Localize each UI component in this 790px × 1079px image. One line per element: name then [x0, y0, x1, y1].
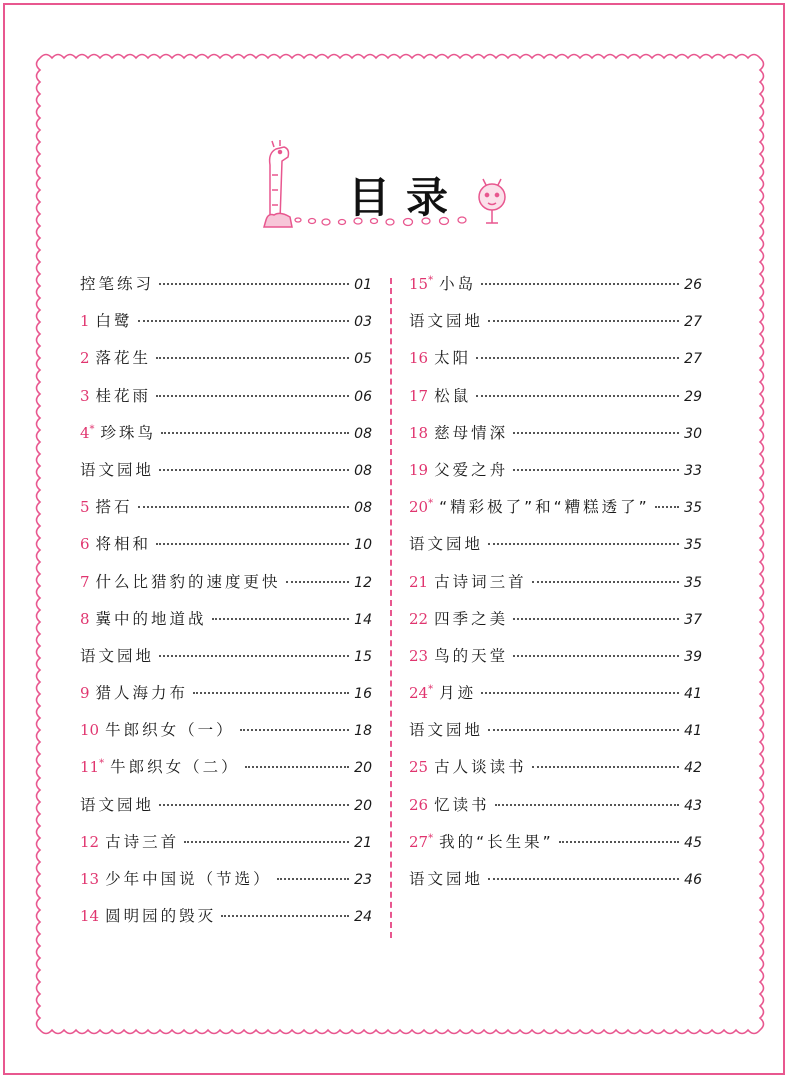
entry-title: 忆读书 [434, 795, 490, 814]
lesson-number: 10 [80, 721, 100, 740]
lesson-number: 6 [80, 535, 90, 554]
leader-dots [481, 692, 679, 694]
page-number: 24 [354, 909, 372, 926]
entry-title: 猎人海力布 [95, 684, 189, 703]
toc-entry[interactable] [80, 644, 372, 681]
self-study-mark: * [428, 498, 434, 510]
toc-entry[interactable] [409, 867, 702, 904]
self-study-mark: * [99, 758, 105, 770]
entry-title: 太阳 [434, 349, 472, 368]
page-number: 39 [684, 648, 702, 665]
page-number: 05 [354, 351, 372, 368]
entry-title: 慈母情深 [434, 423, 509, 442]
entry-title: 语文园地 [80, 795, 155, 814]
self-study-mark: * [428, 832, 434, 844]
lesson-number: 20* [409, 498, 434, 517]
entry-title: 语文园地 [80, 646, 155, 665]
leader-dots [156, 395, 349, 397]
leader-dots [221, 915, 349, 917]
giraffe-icon [264, 140, 292, 227]
entry-title: 语文园地 [409, 312, 484, 331]
lesson-number: 16 [409, 349, 429, 368]
lesson-number: 9 [80, 684, 90, 703]
leader-dots [513, 655, 679, 657]
lesson-number: 18 [409, 423, 429, 442]
page-number: 27 [684, 351, 702, 368]
page-number: 37 [684, 611, 702, 628]
toc-entry[interactable] [409, 272, 702, 309]
entry-title: 我的“长生果” [439, 832, 554, 851]
entry-title: 月迹 [439, 684, 477, 703]
entry-title: 古诗三首 [105, 832, 180, 851]
toc-entry[interactable] [80, 272, 372, 309]
column-divider [390, 278, 392, 938]
toc-entry[interactable] [409, 755, 702, 792]
leader-dots [513, 618, 679, 620]
title-area [250, 135, 550, 235]
self-study-mark: * [428, 684, 434, 696]
page-title: 目录 [348, 173, 465, 222]
toc-entry[interactable] [409, 495, 702, 532]
entry-title: 父爱之舟 [434, 460, 509, 479]
page-number: 06 [354, 388, 372, 405]
page-number: 35 [684, 500, 702, 517]
toc-entry[interactable] [80, 755, 372, 792]
lesson-number: 25 [409, 758, 429, 777]
toc-entry[interactable] [80, 421, 372, 458]
leader-dots [277, 878, 349, 880]
leader-dots [488, 729, 679, 731]
leader-dots [159, 283, 349, 285]
leader-dots [138, 320, 349, 322]
entry-title: 珍珠鸟 [100, 423, 157, 442]
leader-dots [184, 841, 349, 843]
page-number: 26 [684, 277, 702, 293]
page-number: 01 [354, 277, 372, 293]
page-number: 20 [354, 760, 372, 777]
page-number: 41 [684, 686, 702, 703]
leader-dots [559, 841, 679, 843]
toc-entry[interactable] [409, 644, 702, 681]
lesson-number: 8 [80, 609, 90, 628]
leader-dots [240, 729, 349, 731]
lesson-number: 4* [80, 423, 95, 442]
leader-dots [159, 655, 349, 657]
leader-dots [488, 878, 679, 880]
page-number: 35 [684, 537, 702, 554]
leader-dots [476, 395, 679, 397]
entry-title: 冀中的地道战 [95, 609, 207, 628]
lesson-number: 21 [409, 572, 429, 591]
entry-title: 语文园地 [409, 535, 484, 554]
page-number: 20 [354, 797, 372, 814]
toc-entry[interactable] [409, 421, 702, 458]
self-study-mark: * [428, 275, 434, 286]
page-number: 27 [684, 314, 702, 331]
entry-title: 小岛 [439, 275, 477, 293]
entry-title: “精彩极了”和“糟糕透了” [439, 498, 650, 517]
entry-title: 牛郎织女（一） [105, 721, 235, 740]
entry-title: 松鼠 [434, 386, 472, 405]
leader-dots [488, 543, 679, 545]
leader-dots [159, 469, 349, 471]
lesson-number: 2 [80, 349, 90, 368]
entry-title: 鸟的天堂 [434, 646, 509, 665]
page-number: 12 [354, 574, 372, 591]
lesson-number: 22 [409, 609, 429, 628]
entry-title: 圆明园的毁灭 [105, 907, 217, 926]
page-number: 29 [684, 388, 702, 405]
lesson-number: 13 [80, 870, 100, 888]
entry-title: 语文园地 [80, 460, 155, 479]
lesson-number: 26 [409, 795, 429, 814]
page-number: 42 [684, 760, 702, 777]
entry-title: 什么比猎豹的速度更快 [95, 572, 281, 591]
toc-left-column [80, 272, 372, 941]
entry-title: 四季之美 [434, 609, 509, 628]
leader-dots [156, 543, 349, 545]
leader-dots [532, 766, 679, 768]
lesson-number: 3 [80, 386, 90, 405]
page-number: 18 [354, 723, 372, 740]
toc-entry[interactable] [409, 718, 702, 755]
leader-dots [245, 766, 349, 768]
lesson-number: 19 [409, 460, 429, 479]
entry-title: 古诗词三首 [434, 572, 527, 591]
entry-title: 语文园地 [409, 870, 484, 888]
toc-entry[interactable] [409, 607, 702, 644]
entry-title: 牛郎织女（二） [110, 758, 240, 777]
entry-title: 白鹭 [95, 312, 133, 331]
entry-title: 少年中国说（节选） [105, 870, 272, 888]
entry-title: 控笔练习 [80, 275, 155, 293]
toc-entry[interactable] [80, 495, 372, 532]
toc-entry[interactable] [409, 532, 702, 569]
toc-entry[interactable] [80, 570, 372, 607]
toc-entry[interactable] [409, 458, 702, 495]
leader-dots [513, 432, 679, 434]
toc-entry[interactable] [409, 570, 702, 607]
lesson-number: 1 [80, 312, 90, 331]
leader-dots [476, 357, 679, 359]
toc-entry[interactable] [80, 718, 372, 755]
lesson-number: 17 [409, 386, 429, 405]
entry-title: 语文园地 [409, 721, 484, 740]
lesson-number: 5 [80, 498, 90, 517]
leader-dots [156, 357, 349, 359]
toc-entry[interactable] [409, 346, 702, 383]
toc-entry[interactable] [409, 830, 702, 867]
toc-entry[interactable] [409, 681, 702, 718]
page-number: 23 [354, 872, 372, 888]
page-number: 46 [684, 872, 702, 888]
page-number: 21 [354, 834, 372, 851]
lesson-number: 23 [409, 646, 429, 665]
giraffe-head-icon [479, 179, 505, 223]
leader-dots [159, 804, 349, 806]
leader-dots [481, 283, 679, 285]
toc-entry[interactable] [80, 607, 372, 644]
page-number: 03 [354, 314, 372, 331]
toc-entry[interactable] [80, 384, 372, 421]
page-number: 08 [354, 425, 372, 442]
toc-entry[interactable] [409, 384, 702, 421]
toc-entry[interactable] [409, 793, 702, 830]
page-number: 08 [354, 462, 372, 479]
toc-entry[interactable] [80, 532, 372, 569]
page-number: 16 [354, 686, 372, 703]
entry-title: 搭石 [95, 498, 133, 517]
page-number: 35 [684, 574, 702, 591]
lesson-number: 24* [409, 684, 434, 703]
page-number: 14 [354, 611, 372, 628]
leader-dots [532, 581, 679, 583]
toc-entry[interactable] [80, 309, 372, 346]
leader-dots [513, 469, 679, 471]
toc-entry[interactable] [80, 830, 372, 867]
leader-dots [488, 320, 679, 322]
toc-entry[interactable] [409, 309, 702, 346]
page-number: 45 [684, 834, 702, 851]
leader-dots [495, 804, 679, 806]
toc-entry[interactable] [80, 346, 372, 383]
entry-title: 落花生 [95, 349, 152, 368]
entry-title: 桂花雨 [95, 386, 152, 405]
page-number: 41 [684, 723, 702, 740]
lesson-number: 27* [409, 832, 434, 851]
lesson-number: 15* [409, 275, 434, 293]
page-number: 30 [684, 425, 702, 442]
leader-dots [655, 506, 679, 508]
page-number: 33 [684, 462, 702, 479]
lesson-number: 14 [80, 907, 100, 926]
entry-title: 古人谈读书 [434, 758, 527, 777]
toc-entry[interactable] [80, 793, 372, 830]
leader-dots [138, 506, 349, 508]
entry-title: 将相和 [95, 535, 152, 554]
page-number: 10 [354, 537, 372, 554]
leader-dots [161, 432, 349, 434]
toc-entry[interactable] [80, 904, 372, 941]
leader-dots [193, 692, 349, 694]
lesson-number: 7 [80, 572, 90, 591]
page-number: 08 [354, 500, 372, 517]
page-number: 43 [684, 797, 702, 814]
leader-dots [286, 581, 349, 583]
toc-entry[interactable] [80, 681, 372, 718]
toc-entry[interactable] [80, 458, 372, 495]
toc-right-column [409, 272, 702, 904]
self-study-mark: * [89, 423, 95, 435]
lesson-number: 11* [80, 758, 105, 777]
page-number: 15 [354, 648, 372, 665]
lesson-number: 12 [80, 832, 100, 851]
leader-dots [212, 618, 349, 620]
toc-entry[interactable] [80, 867, 372, 904]
